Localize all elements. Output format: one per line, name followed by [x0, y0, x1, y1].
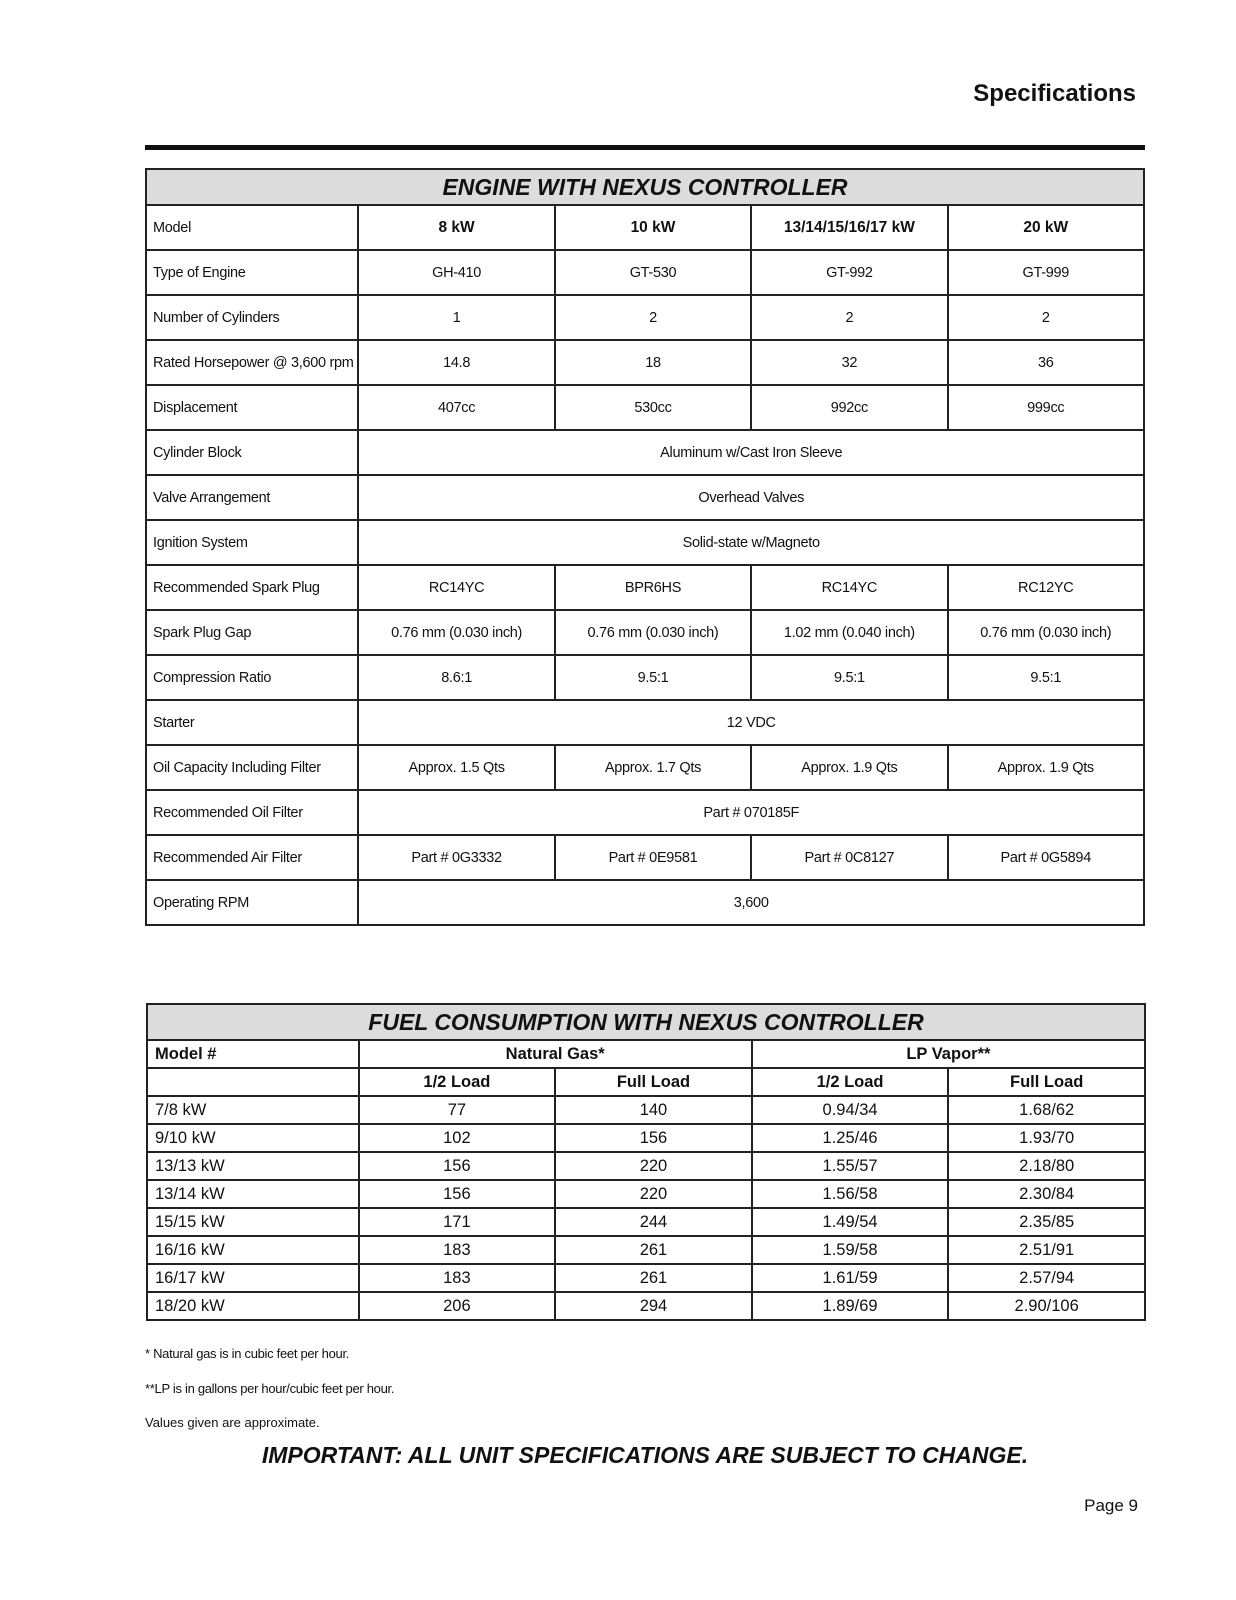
- engine-row: [146, 430, 1144, 475]
- fuel-value-cell: 294: [555, 1292, 752, 1320]
- engine-row: [146, 565, 1144, 610]
- engine-cell: GH-410: [358, 250, 554, 295]
- engine-cell: 2: [948, 295, 1144, 340]
- engine-cell: 1.02 mm (0.040 inch): [751, 610, 947, 655]
- engine-cell: 8 kW: [358, 205, 554, 250]
- engine-row: [146, 475, 1144, 520]
- fuel-value-cell: 140: [555, 1096, 752, 1124]
- title-divider: [145, 145, 1145, 150]
- fuel-row: [147, 1292, 1145, 1320]
- fuel-model-cell: 15/15 kW: [147, 1208, 359, 1236]
- fuel-consumption-table: [146, 1003, 1146, 1321]
- engine-cell: 13/14/15/16/17 kW: [751, 205, 947, 250]
- engine-table-title: ENGINE WITH NEXUS CONTROLLER: [146, 169, 1144, 205]
- engine-cell: Part # 0E9581: [555, 835, 751, 880]
- engine-row: [146, 610, 1144, 655]
- fuel-value-cell: 1.61/59: [752, 1264, 949, 1292]
- engine-cell: 9.5:1: [555, 655, 751, 700]
- engine-row-label: Rated Horsepower @ 3,600 rpm: [146, 340, 358, 385]
- engine-cell: Approx. 1.9 Qts: [751, 745, 947, 790]
- engine-row: [146, 655, 1144, 700]
- fuel-model-cell: 16/16 kW: [147, 1236, 359, 1264]
- engine-row-label: Ignition System: [146, 520, 358, 565]
- fuel-value-cell: 171: [359, 1208, 556, 1236]
- fuel-value-cell: 1.55/57: [752, 1152, 949, 1180]
- fuel-model-cell: 13/14 kW: [147, 1180, 359, 1208]
- engine-row: [146, 790, 1144, 835]
- engine-cell: Part # 070185F: [358, 790, 1144, 835]
- engine-row-label: Recommended Air Filter: [146, 835, 358, 880]
- lp-footnote: **LP is in gallons per hour/cubic feet per hour.: [145, 1381, 395, 1396]
- engine-row: [146, 880, 1144, 925]
- engine-cell: 12 VDC: [358, 700, 1144, 745]
- engine-row-label: Model: [146, 205, 358, 250]
- engine-row: [146, 520, 1144, 565]
- page-title: Specifications: [973, 80, 1136, 107]
- fuel-value-cell: 220: [555, 1152, 752, 1180]
- engine-row: [146, 340, 1144, 385]
- fuel-value-cell: 261: [555, 1264, 752, 1292]
- engine-cell: Part # 0G5894: [948, 835, 1144, 880]
- engine-row-label: Recommended Spark Plug: [146, 565, 358, 610]
- fuel-row: [147, 1124, 1145, 1152]
- engine-row-label: Spark Plug Gap: [146, 610, 358, 655]
- fuel-row: [147, 1152, 1145, 1180]
- engine-cell: 8.6:1: [358, 655, 554, 700]
- engine-cell: BPR6HS: [555, 565, 751, 610]
- engine-row: [146, 295, 1144, 340]
- engine-cell: 10 kW: [555, 205, 751, 250]
- fuel-value-cell: 244: [555, 1208, 752, 1236]
- engine-cell: 9.5:1: [751, 655, 947, 700]
- engine-cell: 36: [948, 340, 1144, 385]
- engine-cell: RC14YC: [751, 565, 947, 610]
- fuel-value-cell: 2.30/84: [948, 1180, 1145, 1208]
- engine-cell: Part # 0G3332: [358, 835, 554, 880]
- engine-row: [146, 205, 1144, 250]
- engine-row-label: Operating RPM: [146, 880, 358, 925]
- fuel-value-cell: 0.94/34: [752, 1096, 949, 1124]
- fuel-model-cell: 16/17 kW: [147, 1264, 359, 1292]
- engine-cell: 20 kW: [948, 205, 1144, 250]
- fuel-value-cell: 102: [359, 1124, 556, 1152]
- engine-cell: 2: [751, 295, 947, 340]
- engine-cell: GT-992: [751, 250, 947, 295]
- engine-row-label: Oil Capacity Including Filter: [146, 745, 358, 790]
- fuel-value-cell: 1.93/70: [948, 1124, 1145, 1152]
- engine-cell: RC12YC: [948, 565, 1144, 610]
- fuel-value-cell: 1.49/54: [752, 1208, 949, 1236]
- engine-cell: Aluminum w/Cast Iron Sleeve: [358, 430, 1144, 475]
- fuel-model-cell: 13/13 kW: [147, 1152, 359, 1180]
- fuel-value-cell: 183: [359, 1264, 556, 1292]
- ng-half-load-header: 1/2 Load: [359, 1068, 556, 1096]
- engine-row-label: Cylinder Block: [146, 430, 358, 475]
- engine-row-label: Recommended Oil Filter: [146, 790, 358, 835]
- fuel-value-cell: 156: [359, 1152, 556, 1180]
- engine-row: [146, 835, 1144, 880]
- engine-cell: 0.76 mm (0.030 inch): [948, 610, 1144, 655]
- engine-cell: 0.76 mm (0.030 inch): [358, 610, 554, 655]
- engine-row: [146, 700, 1144, 745]
- engine-row: [146, 745, 1144, 790]
- fuel-row: [147, 1264, 1145, 1292]
- lp-half-load-header: 1/2 Load: [752, 1068, 949, 1096]
- engine-cell: Approx. 1.9 Qts: [948, 745, 1144, 790]
- engine-row-label: Valve Arrangement: [146, 475, 358, 520]
- fuel-model-cell: 7/8 kW: [147, 1096, 359, 1124]
- engine-cell: 2: [555, 295, 751, 340]
- fuel-value-cell: 2.18/80: [948, 1152, 1145, 1180]
- ng-full-load-header: Full Load: [555, 1068, 752, 1096]
- fuel-value-cell: 2.57/94: [948, 1264, 1145, 1292]
- engine-cell: 14.8: [358, 340, 554, 385]
- fuel-value-cell: 1.89/69: [752, 1292, 949, 1320]
- engine-cell: 32: [751, 340, 947, 385]
- engine-cell: 992cc: [751, 385, 947, 430]
- fuel-value-cell: 183: [359, 1236, 556, 1264]
- engine-cell: Overhead Valves: [358, 475, 1144, 520]
- engine-row-label: Number of Cylinders: [146, 295, 358, 340]
- engine-cell: 530cc: [555, 385, 751, 430]
- engine-cell: 999cc: [948, 385, 1144, 430]
- engine-row: [146, 385, 1144, 430]
- engine-cell: 1: [358, 295, 554, 340]
- engine-cell: 3,600: [358, 880, 1144, 925]
- natural-gas-header: Natural Gas*: [359, 1040, 752, 1068]
- natural-gas-footnote: * Natural gas is in cubic feet per hour.: [145, 1346, 350, 1361]
- fuel-value-cell: 206: [359, 1292, 556, 1320]
- fuel-value-cell: 261: [555, 1236, 752, 1264]
- fuel-row: [147, 1180, 1145, 1208]
- fuel-row: [147, 1236, 1145, 1264]
- engine-cell: 0.76 mm (0.030 inch): [555, 610, 751, 655]
- engine-row-label: Type of Engine: [146, 250, 358, 295]
- lp-vapor-header: LP Vapor**: [752, 1040, 1145, 1068]
- fuel-value-cell: 1.25/46: [752, 1124, 949, 1152]
- engine-row-label: Displacement: [146, 385, 358, 430]
- fuel-value-cell: 220: [555, 1180, 752, 1208]
- fuel-table-title: FUEL CONSUMPTION WITH NEXUS CONTROLLER: [147, 1004, 1145, 1040]
- fuel-model-cell: 18/20 kW: [147, 1292, 359, 1320]
- fuel-value-cell: 2.51/91: [948, 1236, 1145, 1264]
- engine-cell: RC14YC: [358, 565, 554, 610]
- fuel-value-cell: 156: [359, 1180, 556, 1208]
- engine-row-label: Starter: [146, 700, 358, 745]
- engine-cell: Approx. 1.5 Qts: [358, 745, 554, 790]
- fuel-value-cell: 2.90/106: [948, 1292, 1145, 1320]
- engine-row-label: Compression Ratio: [146, 655, 358, 700]
- fuel-row: [147, 1096, 1145, 1124]
- engine-cell: GT-999: [948, 250, 1144, 295]
- empty-header-cell: [147, 1068, 359, 1096]
- engine-cell: GT-530: [555, 250, 751, 295]
- page-number: Page 9: [1084, 1496, 1138, 1515]
- fuel-row: [147, 1208, 1145, 1236]
- fuel-value-cell: 77: [359, 1096, 556, 1124]
- fuel-value-cell: 2.35/85: [948, 1208, 1145, 1236]
- model-column-header: Model #: [147, 1040, 359, 1068]
- engine-row: [146, 250, 1144, 295]
- important-notice: IMPORTANT: ALL UNIT SPECIFICATIONS ARE SUBJECT TO CHANGE.: [261, 1442, 1029, 1468]
- approximate-note: Values given are approximate.: [145, 1415, 320, 1430]
- fuel-value-cell: 1.59/58: [752, 1236, 949, 1264]
- engine-cell: 9.5:1: [948, 655, 1144, 700]
- engine-specs-table: [145, 168, 1145, 926]
- engine-cell: 18: [555, 340, 751, 385]
- engine-cell: Solid-state w/Magneto: [358, 520, 1144, 565]
- engine-cell: 407cc: [358, 385, 554, 430]
- fuel-model-cell: 9/10 kW: [147, 1124, 359, 1152]
- lp-full-load-header: Full Load: [948, 1068, 1145, 1096]
- fuel-value-cell: 1.68/62: [948, 1096, 1145, 1124]
- engine-cell: Approx. 1.7 Qts: [555, 745, 751, 790]
- fuel-value-cell: 1.56/58: [752, 1180, 949, 1208]
- fuel-value-cell: 156: [555, 1124, 752, 1152]
- engine-cell: Part # 0C8127: [751, 835, 947, 880]
